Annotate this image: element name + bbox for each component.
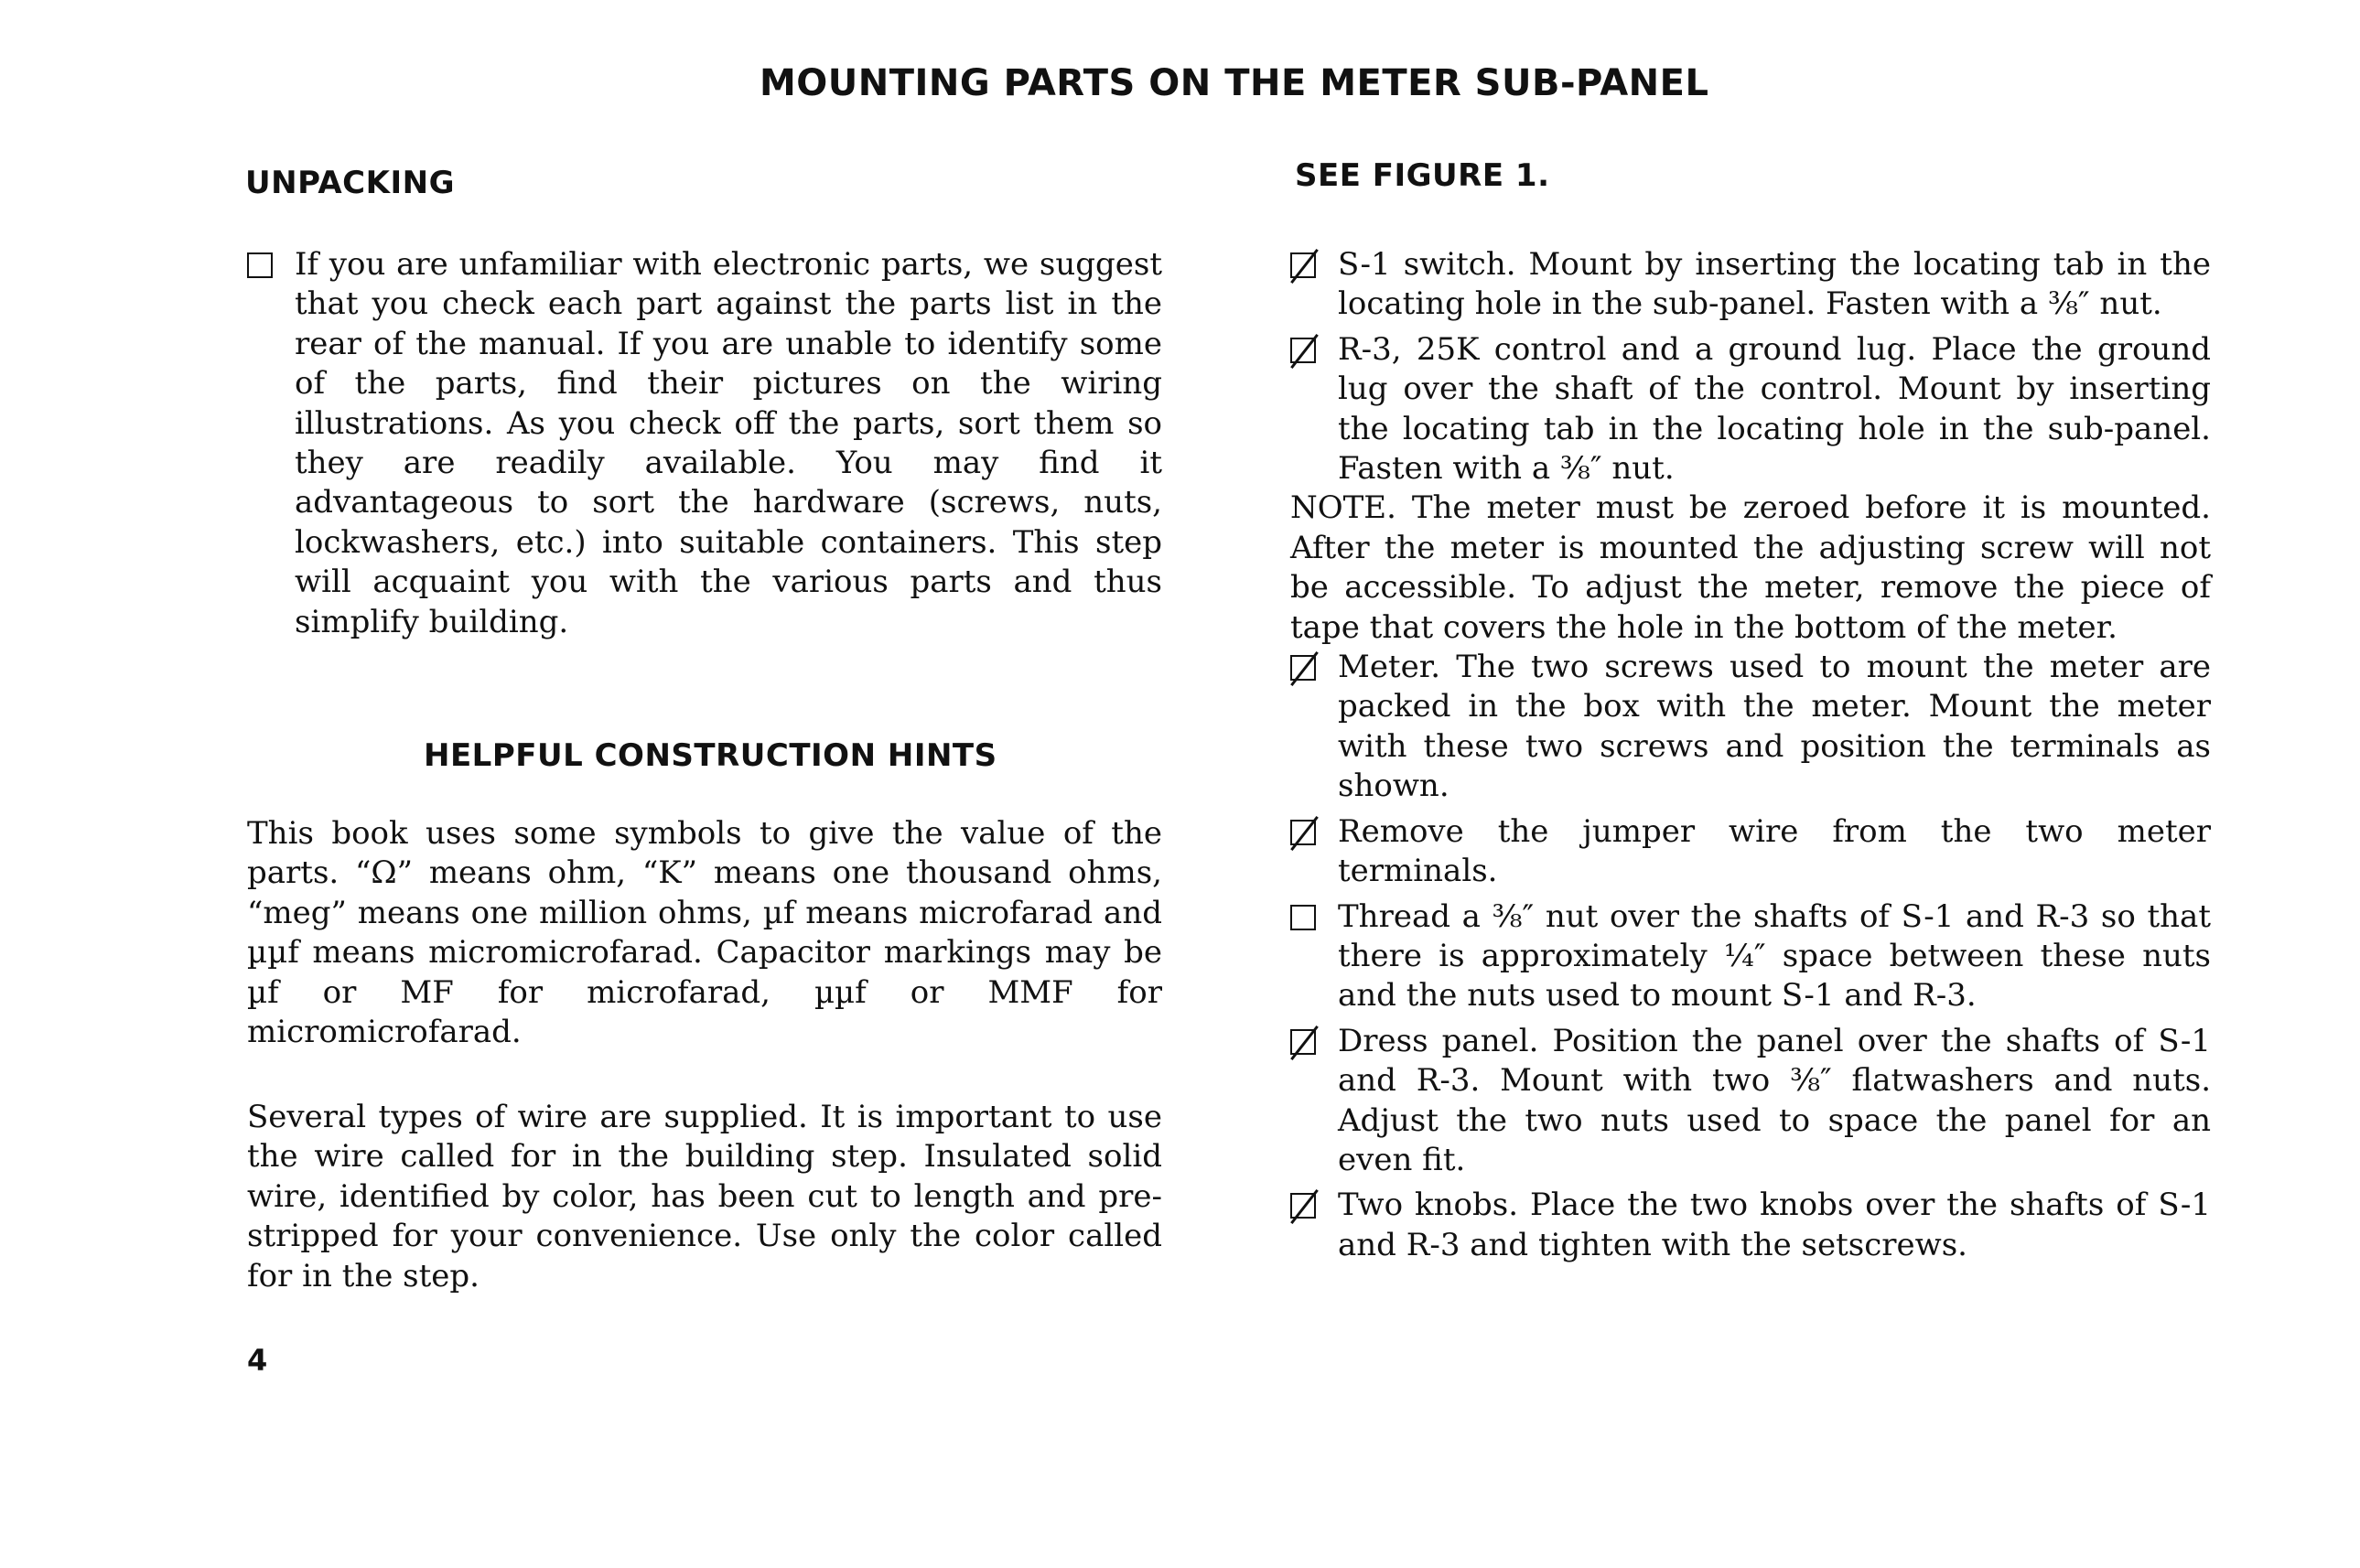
step-text: Thread a ⅜″ nut over the shafts of S-1 and R-3 so that there is approximately ¼″ space between these nuts and the nuts used to mount S-1 and R-3. xyxy=(1338,897,2211,1015)
unpacking-heading: UNPACKING xyxy=(245,165,455,201)
hints-section xyxy=(247,814,1162,1052)
step-meter xyxy=(1290,648,2211,807)
checked-checkbox-icon[interactable] xyxy=(1290,820,1316,845)
step-text: Meter. The two screws used to mount the meter are packed in the box with the meter. Mount the meter with these two screws and position the terminals as shown. xyxy=(1338,649,2211,805)
mounting-steps xyxy=(1290,245,2211,1265)
page-number: 4 xyxy=(247,1343,268,1378)
hints-heading: HELPFUL CONSTRUCTION HINTS xyxy=(424,737,997,774)
page-title: MOUNTING PARTS ON THE METER SUB-PANEL xyxy=(760,62,1709,104)
hints-paragraph-wire: Several types of wire are supplied. It is important to use the wire called for in the building step. Insulated solid wire, identified by color, has been cut to length and pre-stripped for your convenience. Use only the color called for in the step. xyxy=(247,1099,1162,1294)
step-dress-panel xyxy=(1290,1022,2211,1181)
step-remove-jumper xyxy=(1290,812,2211,892)
step-text: R-3, 25K control and a ground lug. Place the ground lug over the shaft of the control. Mount by inserting the locating tab in the locating hole in the sub-panel. Fasten with a ⅜″ nut. xyxy=(1338,330,2211,488)
step-text: Dress panel. Position the panel over the shafts of S-1 and R-3. Mount with two ⅜″ flatwashers and nuts. Adjust the two nuts used to space the panel for an even fit. xyxy=(1338,1022,2211,1178)
unpacking-step-text: If you are unfamiliar with electronic parts, we suggest that you check each part against the parts list in the rear of the manual. If you are unable to identify some of the parts, find their pictures on the wiring illustrations. As you check off the parts, sort them so they are readily available. You may find it advantageous to sort the hardware (screws, nuts, lockwashers, etc.) into suitable containers. This step will acquaint you with the various parts and thus simplify building. xyxy=(295,246,1162,640)
step-text: Two knobs. Place the two knobs over the shafts of S-1 and R-3 and tighten with the setscrews. xyxy=(1338,1187,2211,1263)
see-figure-heading: SEE FIGURE 1. xyxy=(1295,157,1550,194)
hints-paragraph-symbols: This book uses some symbols to give the value of the parts. “Ω” means ohm, “K” means one thousand ohms, “meg” means one million ohms, µf means microfarad and µµf means micromicrofarad. Capacitor markings may be µf or MF for microfarad, µµf or MMF for micromicrofarad. xyxy=(247,815,1162,1051)
step-r3-control xyxy=(1290,330,2211,489)
step-text: Remove the jumper wire from the two meter terminals. xyxy=(1338,812,2211,890)
step-s1-switch xyxy=(1290,245,2211,325)
checked-checkbox-icon[interactable] xyxy=(1290,338,1316,363)
unpacking-step xyxy=(247,245,1162,642)
checkbox-icon[interactable] xyxy=(247,252,273,278)
checked-checkbox-icon[interactable] xyxy=(1290,1029,1316,1055)
checked-checkbox-icon[interactable] xyxy=(1290,252,1316,278)
hints-section-wire xyxy=(247,1098,1162,1296)
checked-checkbox-icon[interactable] xyxy=(1290,655,1316,681)
unpacking-section xyxy=(247,245,1162,642)
checkbox-icon[interactable] xyxy=(1290,905,1316,930)
meter-note: NOTE. The meter must be zeroed before it is mounted. After the meter is mounted the adjusting screw will not be accessible. To adjust the meter, remove the piece of tape that covers the hole in the bottom of the meter. xyxy=(1290,489,2211,646)
step-two-knobs xyxy=(1290,1186,2211,1265)
step-text: S-1 switch. Mount by inserting the locating tab in the locating hole in the sub-panel. Fasten with a ⅜″ nut. xyxy=(1338,246,2211,323)
checked-checkbox-icon[interactable] xyxy=(1290,1193,1316,1219)
step-thread-nut xyxy=(1290,897,2211,1016)
